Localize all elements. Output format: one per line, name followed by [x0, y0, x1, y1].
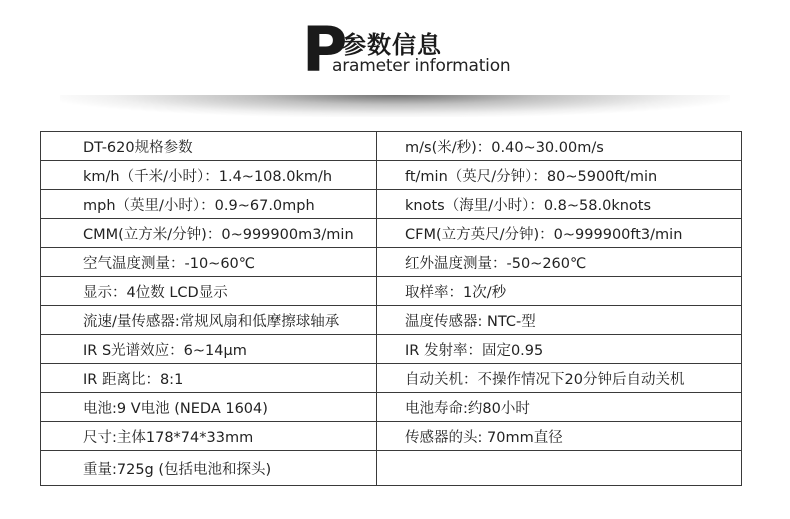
param-cell-right: 传感器的头: 70mm直径 [377, 422, 742, 451]
table-row [41, 393, 742, 422]
param-cell-right: CFM(立方英尺/分钟)：0~999900ft3/min [377, 219, 742, 248]
param-cell-right: 温度传感器: NTC-型 [377, 306, 742, 335]
table-row [41, 248, 742, 277]
table-row [41, 277, 742, 306]
param-cell-left: CMM(立方米/分钟)：0~999900m3/min [41, 219, 377, 248]
param-cell-left: IR 距离比：8:1 [41, 364, 377, 393]
header-initial-letter: P [302, 13, 346, 86]
param-cell-left: 电池:9 V电池 (NEDA 1604) [41, 393, 377, 422]
param-cell-left: 空气温度测量：-10~60℃ [41, 248, 377, 277]
table-row [41, 161, 742, 190]
table-row [41, 364, 742, 393]
param-cell-left: mph（英里/小时）：0.9~67.0mph [41, 190, 377, 219]
param-cell-right: m/s(米/秒)：0.40~30.00m/s [377, 132, 742, 161]
table-row [41, 335, 742, 364]
table-row [41, 219, 742, 248]
param-cell-left: IR S光谱效应：6~14μm [41, 335, 377, 364]
table-row [41, 190, 742, 219]
param-cell-left: 尺寸:主体178*74*33mm [41, 422, 377, 451]
param-cell-left: 显示：4位数 LCD显示 [41, 277, 377, 306]
param-cell-right: 取样率：1次/秒 [377, 277, 742, 306]
table-row [41, 132, 742, 161]
header-title-chinese: 参数信息 [342, 31, 442, 59]
table-row [41, 451, 742, 486]
param-cell-right: IR 发射率：固定0.95 [377, 335, 742, 364]
header-shadow-divider [60, 95, 730, 117]
param-cell-left: 重量:725g (包括电池和探头) [41, 451, 377, 486]
param-cell-right: 电池寿命:约80小时 [377, 393, 742, 422]
param-cell-right [377, 451, 742, 486]
param-cell-left: km/h（千米/小时）：1.4~108.0km/h [41, 161, 377, 190]
section-header [0, 0, 790, 90]
param-cell-right: 红外温度测量：-50~260℃ [377, 248, 742, 277]
param-cell-right: 自动关机：不操作情况下20分钟后自动关机 [377, 364, 742, 393]
param-cell-left: DT-620规格参数 [41, 132, 377, 161]
param-cell-left: 流速/量传感器:常规风扇和低摩擦球轴承 [41, 306, 377, 335]
header-title-english: arameter information [332, 56, 511, 76]
param-cell-right: knots（海里/小时）：0.8~58.0knots [377, 190, 742, 219]
param-cell-right: ft/min（英尺/分钟）：80~5900ft/min [377, 161, 742, 190]
parameter-table [40, 131, 742, 486]
table-row [41, 306, 742, 335]
table-row [41, 422, 742, 451]
